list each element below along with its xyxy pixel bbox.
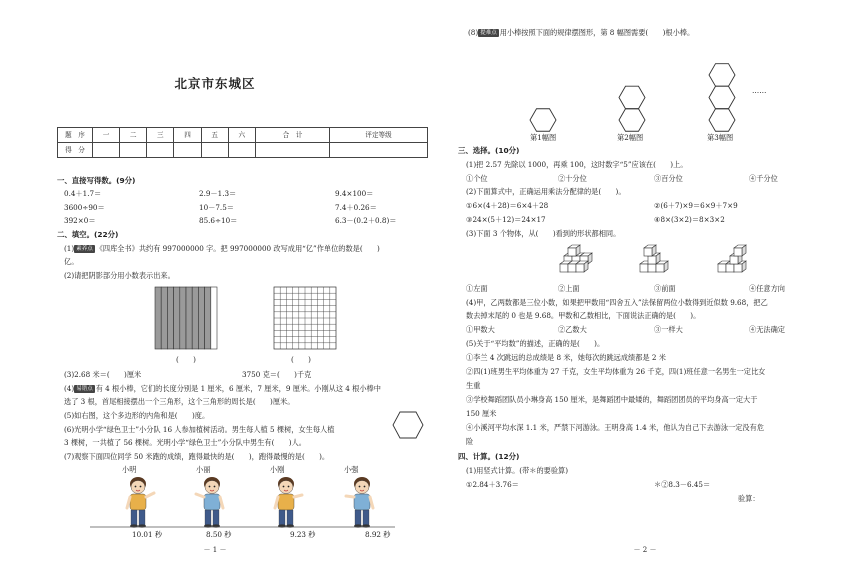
cube-face [568,264,576,272]
calc-item: ①2.84＋3.76＝ [466,480,519,489]
strip-shading-figure [155,287,217,349]
runner-name: 小强 [344,465,359,474]
question-text: 《四库全书》共约有 997000000 字。把 997000000 改写成用“亿”作单位的数是( ) [95,244,380,253]
question-1 [64,244,380,253]
choice-question-1: (1)把 2.57 先除以 1000，再乘 100，这时数字“5”应该在( )上。 [466,160,688,169]
score-cell[interactable] [120,143,147,158]
strip-cell [174,287,180,349]
choice-question-5: (5)关于“平均数”的描述，正确的是( )。 [466,339,605,348]
choice-question-3: (3)下面 3 个物体，从( )看到的形状都相同。 [466,229,621,238]
children-illustration [100,473,420,529]
calc-item: 10－7.5＝ [199,203,234,212]
table-cell: 六 [228,128,255,143]
section-1-heading: 一、直接写得数。(9分) [57,176,136,185]
section-2-heading: 二、填空。(22分) [57,230,119,239]
cube-objects-figure [550,242,760,278]
child-figure [127,477,154,528]
question-2: (2)请把阴影部分用小数表示出来。 [64,271,175,280]
child-figure [275,477,302,528]
option[interactable]: ④千分位 [749,174,778,183]
score-cell[interactable] [201,143,228,158]
figure-caption: 第3幅图 [707,133,734,142]
hexagon-figure [392,410,424,440]
score-cell[interactable] [255,143,329,158]
option[interactable]: ①李兰 4 次跳远的总成绩是 8 米，她每次的跳远成绩都是 2 米 [466,353,666,362]
calc-item: 85.6÷10＝ [199,216,238,225]
option[interactable]: ③一样大 [654,325,683,334]
table-cell: 一 [93,128,120,143]
runner-time: 9.23 秒 [290,530,316,539]
table-cell: 二 [120,128,147,143]
cube-face [568,248,576,256]
question-7: (7)观察下面四位同学 50 米跑的成绩，跑得最快的是( )，跑得最慢的是( )。 [64,452,330,461]
option[interactable]: ③学校舞蹈团队员小琳身高 150 厘米，是舞蹈团中最矮的，舞蹈团团员的平均身高一定大于 [466,395,758,404]
hexagon-shape [619,86,645,109]
calc-item: 9.4×100＝ [335,189,374,198]
question-number: (8) [468,28,479,37]
runner-name: 小刚 [270,465,285,474]
cube-face [644,248,652,256]
option[interactable]: ④无法确定 [749,325,785,334]
strip-cell [155,287,161,349]
answer-blank[interactable]: ( ) [291,355,311,364]
question-number: (1) [64,244,75,253]
question-6: (6)光明小学“绿色卫士”小分队 16 人参加植树活动。男生每人植 5 棵树，女生每人植 [64,425,335,434]
question-3b: 3750 克＝( )千克 [242,370,312,379]
hexagon-shape [709,64,735,87]
option-continued: 生重 [466,381,481,390]
option[interactable]: ②(6＋7)×9＝6×9＋7×9 [654,201,738,210]
table-cell: 得 分 [58,143,93,158]
page-2 [430,0,860,565]
cube-face [730,256,738,264]
strip-cell [205,287,211,349]
calc-question-1: (1)用竖式计算。(带＊的要验算) [466,466,569,475]
option[interactable]: ④8×(3×2)＝8×3×2 [654,215,725,224]
ellipsis: …… [752,86,767,95]
calc-item: 6.3－(0.2＋0.8)＝ [335,216,397,225]
option[interactable]: ②上面 [558,284,580,293]
score-table-score-row [58,143,428,158]
cube-face [734,264,742,272]
cube-face [726,264,734,272]
question-text: 数去掉末尾的 0 也是 9.68。甲数和乙数相比，下面说法正确的是( )。 [466,311,701,320]
check-label: 验算： [738,494,760,503]
option[interactable]: ④任意方向 [749,284,785,293]
strip-cell [186,287,192,349]
cube-face [576,264,584,272]
option[interactable]: ①左面 [466,284,488,293]
figure-caption: 第2幅图 [617,133,644,142]
option[interactable]: ②十分位 [558,174,587,183]
question-5: (5)如右图，这个多边形的内角和是( )度。 [64,411,210,420]
cube-face [648,264,656,272]
calc-item: 0.4＋1.7＝ [64,189,102,198]
page-number: － 1 － [203,546,227,554]
tag-badge: 提难点 [480,30,497,36]
score-cell[interactable] [93,143,120,158]
option[interactable]: ④小溪河平均水深 1.1 米，严禁下河游泳。王明身高 1.4 米，他认为自己下去游泳一定没有危 [466,423,764,432]
calc-item: 2.9－1.3＝ [199,189,237,198]
hexagon-shape [709,109,735,132]
option[interactable]: ②乙数大 [558,325,587,334]
choice-question-4: (4)甲，乙两数都是三位小数，如果把甲数用“四舍五入”法保留两位小数得到近似数 9.68，把乙 [466,298,768,307]
choice-question-2: (2)下面算式中，正确运用乘法分配律的是( )。 [466,187,626,196]
option[interactable]: ①6×(4＋28)＝6×4＋28 [466,201,549,210]
runner-name: 小丽 [196,465,211,474]
table-cell: 五 [201,128,228,143]
question-text: 亿。 [64,257,79,266]
table-cell: 题 序 [58,128,93,143]
cube-face [560,264,568,272]
hexagon-shape [709,86,735,109]
hexagon-shape [530,109,556,132]
strip-cell [192,287,198,349]
cube-face [718,264,726,272]
question-8 [468,28,694,37]
figure-caption: 第1幅图 [530,133,557,142]
score-cell[interactable] [228,143,255,158]
hexagon-shape [619,109,645,132]
section-4-heading: 四、计算。(12分) [458,452,520,461]
calc-item: 7.4＋0.26＝ [335,203,377,212]
page-number: － 2 － [633,546,657,554]
option[interactable]: ①甲数大 [466,325,495,334]
question-text: 3 棵树，一共植了 56 棵树。光明小学“绿色卫士”小分队中男生有( )人。 [64,438,306,447]
option-continued: 150 厘米 [466,409,497,418]
table-cell: 评定等级 [330,128,428,143]
option-continued: 险 [466,437,474,446]
option[interactable]: ①个位 [466,174,488,183]
hexagon-pattern-figure [525,40,755,136]
cube-face [640,264,648,272]
strip-cell [198,287,204,349]
score-cell[interactable] [147,143,174,158]
cube-face [648,256,656,264]
answer-blank[interactable]: ( ) [176,355,196,364]
cube-face [734,248,742,256]
table-cell: 四 [174,128,201,143]
runner-name: 小明 [122,465,137,474]
question-number: (4) [64,384,75,393]
strip-cell [167,287,173,349]
strip-cell [161,287,167,349]
exam-title: 北京市东城区 [174,76,256,91]
table-cell: 合 计 [255,128,329,143]
option[interactable]: ③24×(5＋12)＝24×17 [466,215,546,224]
strip-cell [211,287,217,349]
runner-time: 8.92 秒 [365,530,391,539]
question-4 [64,384,381,393]
option[interactable]: ②四(1)班男生平均体重为 27 千克，女生平均体重为 26 千克，四(1)班任意一名男生一定比女 [466,367,766,376]
option[interactable]: ③百分位 [654,174,683,183]
option[interactable]: ③前面 [654,284,676,293]
tag-badge: 素养点 [76,246,93,252]
section-3-heading: 三、选择。(10分) [458,146,520,155]
child-figure [196,477,223,528]
strip-cell [180,287,186,349]
grid-shading-figure [274,287,336,349]
runner-time: 8.50 秒 [206,530,232,539]
question-text: 选了 3 根，首尾相接摆出一个三角形，这个三角形的周长是( )厘米。 [64,397,295,406]
score-table [57,127,428,158]
runner-time: 10.01 秒 [132,530,163,539]
calc-item: 392×0＝ [64,216,96,225]
score-cell[interactable] [330,143,428,158]
tag-badge: 易错点 [76,386,93,392]
child-figure [346,477,373,528]
question-3a: (3)2.68 米＝( )厘米 [64,370,142,379]
score-cell[interactable] [174,143,201,158]
question-text: 用小棒按照下面的规律摆图形，第 8 幅图需要( )根小棒。 [499,28,695,37]
question-text: 有 4 根小棒，它们的长度分别是 1 厘米，6 厘米，7 厘米，9 厘米。小刚从这 4 根小棒中 [95,384,381,393]
calc-item: 3600÷90＝ [64,203,105,212]
table-cell: 三 [147,128,174,143]
cube-face [656,264,664,272]
calc-item: ＊②8.3－6.45＝ [654,480,711,489]
score-table-header-row [58,128,428,143]
